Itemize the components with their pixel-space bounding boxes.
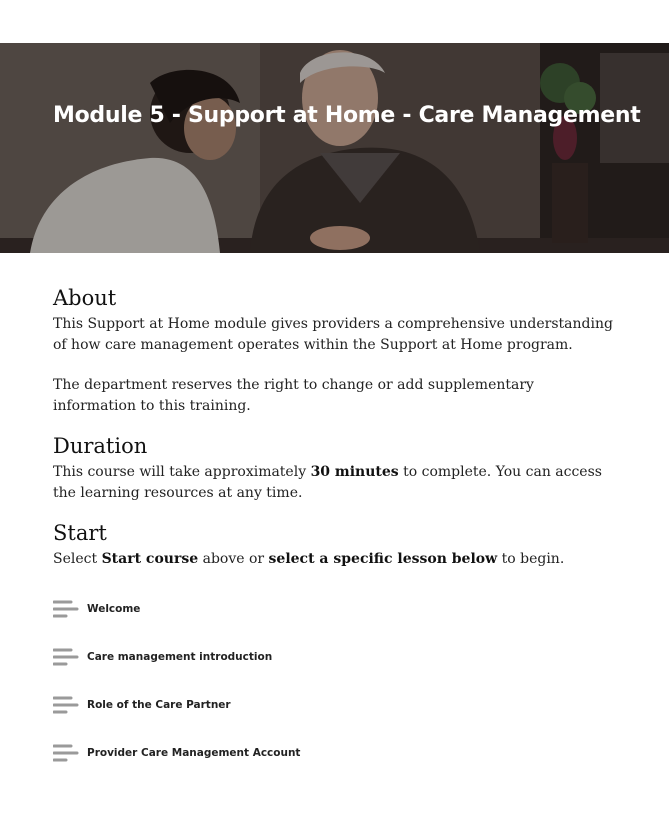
- page-title: Module 5 - Support at Home - Care Management: [53, 103, 641, 128]
- lesson-text-icon: [53, 647, 79, 667]
- about-heading: About: [53, 286, 117, 310]
- lesson-item-welcome[interactable]: [53, 598, 616, 620]
- start-section: [53, 520, 616, 570]
- duration-text: [53, 462, 616, 503]
- start-text-3: to begin.: [497, 551, 565, 567]
- main-content: [0, 253, 669, 764]
- select-lesson-emphasis: select a specific lesson below: [268, 551, 498, 567]
- duration-text-after: to complete. You can access the learning resources at any time.: [53, 464, 602, 501]
- start-text: [53, 549, 616, 570]
- lesson-label: Provider Care Management Account: [87, 746, 301, 759]
- duration-section: [53, 433, 616, 503]
- lesson-item-care-management-introduction[interactable]: [53, 646, 616, 668]
- hero-photo: [0, 43, 669, 253]
- start-text-2: above or: [198, 551, 269, 567]
- lesson-label: Care management introduction: [87, 650, 273, 663]
- lesson-label: Welcome: [87, 602, 141, 615]
- duration-highlight: 30 minutes: [310, 464, 399, 480]
- top-spacer: [0, 0, 669, 43]
- start-heading: Start: [53, 521, 107, 545]
- lesson-item-role-of-care-partner[interactable]: [53, 694, 616, 716]
- start-text-1: Select: [53, 551, 102, 567]
- lesson-text-icon: [53, 695, 79, 715]
- lesson-label: Role of the Care Partner: [87, 698, 231, 711]
- about-paragraph-2: The department reserves the right to change or add supplementary information to this training.: [53, 377, 534, 414]
- lesson-text-icon: [53, 743, 79, 763]
- hero-banner: [0, 43, 669, 253]
- lesson-text-icon: [53, 599, 79, 619]
- about-paragraph-1: This Support at Home module gives providers a comprehensive understanding of how care management operates within the Support at Home program.: [53, 316, 613, 353]
- about-section: [53, 285, 616, 416]
- duration-text-before: This course will take approximately: [53, 464, 311, 480]
- lesson-item-provider-care-management-account[interactable]: [53, 742, 616, 764]
- lesson-list: [53, 598, 616, 764]
- start-course-emphasis: Start course: [101, 551, 199, 567]
- duration-heading: Duration: [53, 434, 148, 458]
